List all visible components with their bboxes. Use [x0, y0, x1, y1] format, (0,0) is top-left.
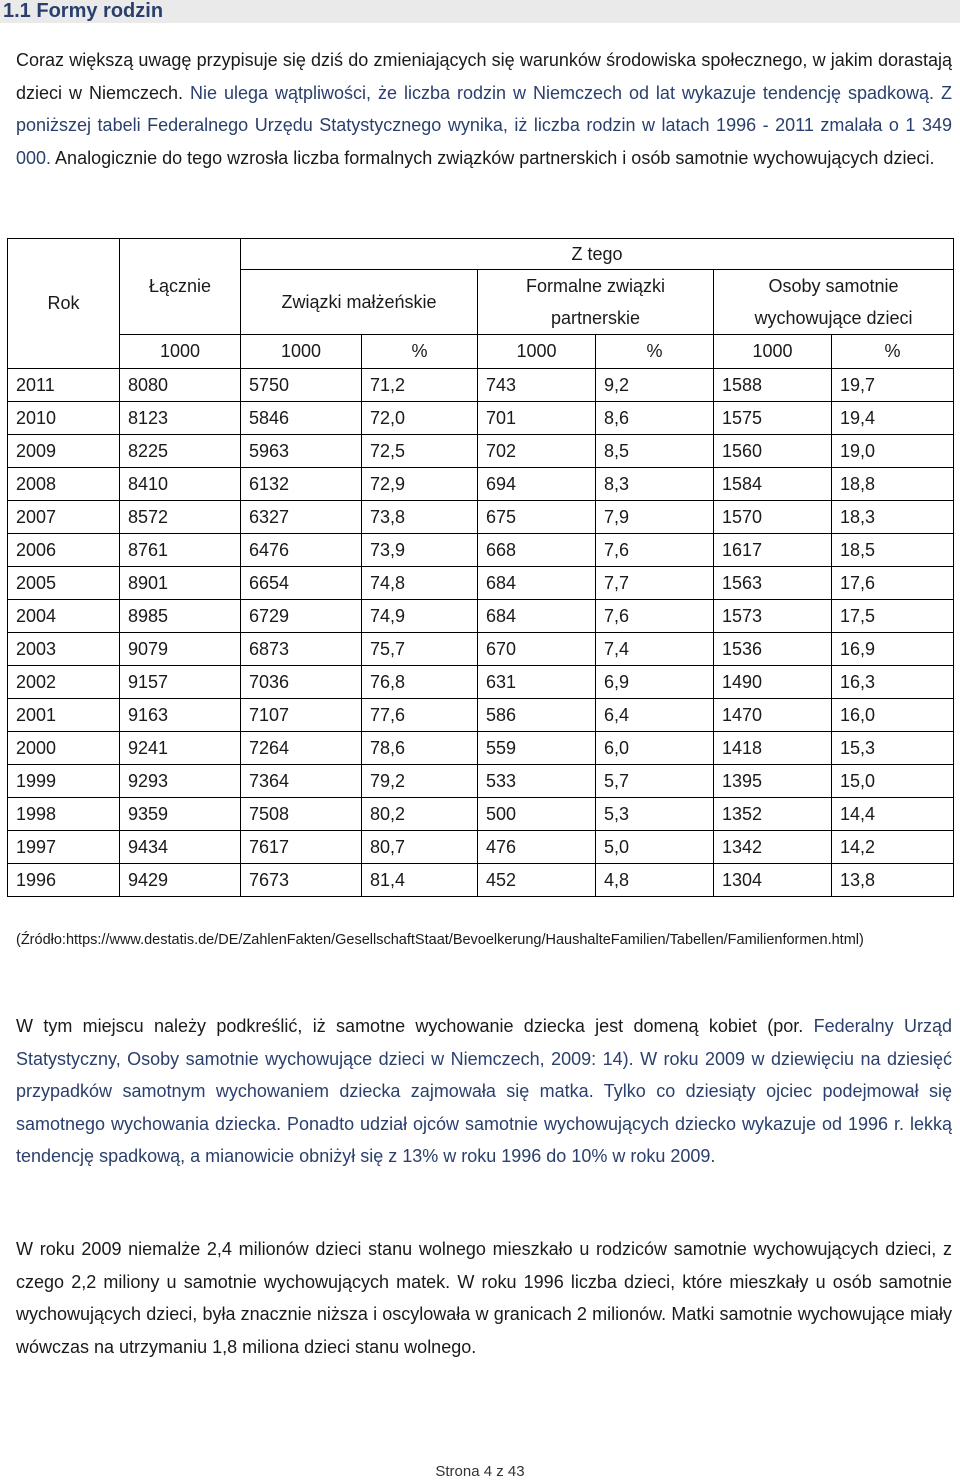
value-cell: 1304: [714, 864, 832, 897]
value-cell: 6476: [241, 534, 362, 567]
value-cell: 7,7: [596, 567, 714, 600]
year-cell: 2009: [8, 435, 120, 468]
value-cell: 72,9: [362, 468, 478, 501]
value-cell: 75,7: [362, 633, 478, 666]
value-cell: 17,5: [832, 600, 954, 633]
value-cell: 675: [478, 501, 596, 534]
value-cell: 9293: [120, 765, 241, 798]
value-cell: 8901: [120, 567, 241, 600]
year-cell: 2000: [8, 732, 120, 765]
value-cell: 668: [478, 534, 596, 567]
value-cell: 9429: [120, 864, 241, 897]
intro-text-1: Coraz większą uwagę przypisuje się dziś do zmieniających się warunków środowiska społecznego, w jakim dorastają dzieci w Niemczech.: [16, 50, 952, 103]
para2-text-2: Federalny Urząd Statystyczny, Osoby samotnie wychowujące dzieci w Niemczech, 2009: 14). W roku 2009 w dziewięciu na dziesięć przypadków samotnym wychowaniem dziecka zajmowała się matka. Tylko co dziesiąty ojciec podejmował się samotnego wychowania dziecka. Ponadto udział ojców samotnie wychowujących dziecko wykazuje od 1996 r. lekką tendencję spadkową, a mianowicie obniżył się z 13% w roku 1996 do 10% w roku 2009.: [16, 1016, 953, 1166]
value-cell: 7,6: [596, 534, 714, 567]
header-malzenskie: Związki małżeńskie: [241, 270, 478, 335]
value-cell: 8,3: [596, 468, 714, 501]
value-cell: 7,9: [596, 501, 714, 534]
value-cell: 6132: [241, 468, 362, 501]
header-z-tego: Z tego: [241, 239, 954, 270]
value-cell: 1575: [714, 402, 832, 435]
value-cell: 8410: [120, 468, 241, 501]
value-cell: 16,3: [832, 666, 954, 699]
value-cell: 694: [478, 468, 596, 501]
value-cell: 15,3: [832, 732, 954, 765]
value-cell: 19,7: [832, 369, 954, 402]
table-row: [8, 633, 954, 666]
value-cell: 14,4: [832, 798, 954, 831]
table-row: [8, 600, 954, 633]
value-cell: 9434: [120, 831, 241, 864]
value-cell: 8225: [120, 435, 241, 468]
value-cell: 559: [478, 732, 596, 765]
value-cell: 7508: [241, 798, 362, 831]
value-cell: 8080: [120, 369, 241, 402]
value-cell: 8985: [120, 600, 241, 633]
value-cell: 8123: [120, 402, 241, 435]
table-row: [8, 732, 954, 765]
value-cell: 9359: [120, 798, 241, 831]
year-cell: 2003: [8, 633, 120, 666]
unit-cell: 1000: [714, 335, 832, 369]
value-cell: 702: [478, 435, 596, 468]
value-cell: 5,7: [596, 765, 714, 798]
value-cell: 73,8: [362, 501, 478, 534]
value-cell: 5963: [241, 435, 362, 468]
value-cell: 81,4: [362, 864, 478, 897]
value-cell: 1570: [714, 501, 832, 534]
table-row: [8, 699, 954, 732]
value-cell: 74,8: [362, 567, 478, 600]
value-cell: 74,9: [362, 600, 478, 633]
value-cell: 1352: [714, 798, 832, 831]
value-cell: 7264: [241, 732, 362, 765]
value-cell: 5750: [241, 369, 362, 402]
value-cell: 7364: [241, 765, 362, 798]
value-cell: 1584: [714, 468, 832, 501]
source-note: (Źródło:https://www.destatis.de/DE/ZahlenFakten/GesellschaftStaat/Bevoelkerung/HaushalteFamilien/Tabellen/Familienformen.html): [16, 932, 864, 948]
value-cell: 500: [478, 798, 596, 831]
page-footer: Strona 4 z 43: [435, 1463, 525, 1480]
year-cell: 2005: [8, 567, 120, 600]
value-cell: 78,6: [362, 732, 478, 765]
table-row: [8, 831, 954, 864]
value-cell: 14,2: [832, 831, 954, 864]
year-cell: 1997: [8, 831, 120, 864]
value-cell: 80,7: [362, 831, 478, 864]
table-row: [8, 567, 954, 600]
value-cell: 670: [478, 633, 596, 666]
year-cell: 2010: [8, 402, 120, 435]
value-cell: 18,5: [832, 534, 954, 567]
value-cell: 476: [478, 831, 596, 864]
value-cell: 6,0: [596, 732, 714, 765]
value-cell: 18,3: [832, 501, 954, 534]
intro-paragraph: [16, 44, 952, 174]
table-row: [8, 501, 954, 534]
year-cell: 2008: [8, 468, 120, 501]
table-row: [8, 468, 954, 501]
value-cell: 73,9: [362, 534, 478, 567]
value-cell: 5,3: [596, 798, 714, 831]
value-cell: 16,0: [832, 699, 954, 732]
value-cell: 76,8: [362, 666, 478, 699]
value-cell: 1573: [714, 600, 832, 633]
value-cell: 6729: [241, 600, 362, 633]
value-cell: 9,2: [596, 369, 714, 402]
value-cell: 1617: [714, 534, 832, 567]
value-cell: 452: [478, 864, 596, 897]
value-cell: 7617: [241, 831, 362, 864]
intro-text-3: Analogicznie do tego wzrosła liczba formalnych związków partnerskich i osób samotnie wychowujących dzieci.: [51, 147, 935, 168]
value-cell: 1588: [714, 369, 832, 402]
section-heading: 1.1 Formy rodzin: [0, 0, 960, 23]
value-cell: 7,4: [596, 633, 714, 666]
value-cell: 701: [478, 402, 596, 435]
unit-cell: 1000: [478, 335, 596, 369]
year-cell: 1999: [8, 765, 120, 798]
value-cell: 5846: [241, 402, 362, 435]
value-cell: 9163: [120, 699, 241, 732]
value-cell: 533: [478, 765, 596, 798]
value-cell: 631: [478, 666, 596, 699]
value-cell: 7,6: [596, 600, 714, 633]
value-cell: 684: [478, 600, 596, 633]
table-row: [8, 798, 954, 831]
value-cell: 8572: [120, 501, 241, 534]
table-row: [8, 369, 954, 402]
value-cell: 6654: [241, 567, 362, 600]
value-cell: 1536: [714, 633, 832, 666]
units-row: [8, 335, 954, 369]
value-cell: 8,6: [596, 402, 714, 435]
value-cell: 7673: [241, 864, 362, 897]
value-cell: 72,0: [362, 402, 478, 435]
table-row: [8, 534, 954, 567]
year-cell: 2007: [8, 501, 120, 534]
unit-cell: 1000: [120, 335, 241, 369]
table-row: [8, 666, 954, 699]
value-cell: 9079: [120, 633, 241, 666]
value-cell: 79,2: [362, 765, 478, 798]
value-cell: 586: [478, 699, 596, 732]
value-cell: 19,4: [832, 402, 954, 435]
value-cell: 77,6: [362, 699, 478, 732]
unit-cell: %: [362, 335, 478, 369]
paragraph-mothers: [16, 1010, 952, 1173]
value-cell: 15,0: [832, 765, 954, 798]
value-cell: 7036: [241, 666, 362, 699]
value-cell: 9157: [120, 666, 241, 699]
unit-cell: %: [596, 335, 714, 369]
value-cell: 6,4: [596, 699, 714, 732]
year-cell: 2006: [8, 534, 120, 567]
value-cell: 6327: [241, 501, 362, 534]
intro-text-2: Nie ulega wątpliwości, że liczba rodzin w Niemczech od lat wykazuje tendencję spadkową. Z poniższej tabeli Federalnego Urzędu Statystycznego wynika, iż liczba rodzin w latach 1996 - 2011 zmalała o 1 349 000.: [16, 82, 952, 168]
value-cell: 1563: [714, 567, 832, 600]
value-cell: 16,9: [832, 633, 954, 666]
value-cell: 743: [478, 369, 596, 402]
value-cell: 5,0: [596, 831, 714, 864]
para2-text-1: W tym miejscu należy podkreślić, iż samotne wychowanie dziecka jest domeną kobiet (por.: [16, 1016, 804, 1036]
table-row: [8, 864, 954, 897]
value-cell: 4,8: [596, 864, 714, 897]
year-cell: 2004: [8, 600, 120, 633]
year-cell: 2011: [8, 369, 120, 402]
year-cell: 1998: [8, 798, 120, 831]
paragraph-children: W roku 2009 niemalże 2,4 milionów dzieci stanu wolnego mieszkało u rodziców samotnie wychowujących dzieci, z czego 2,2 miliony u samotnie wychowujących matek. W roku 1996 liczba dzieci, które mieszkały u osób samotnie wychowujących dzieci, była znacznie niższa i oscylowała w granicach 2 milionów. Matki samotnie wychowujące miały wówczas na utrzymaniu 1,8 miliona dzieci stanu wolnego.: [16, 1239, 952, 1357]
value-cell: 6,9: [596, 666, 714, 699]
value-cell: 1470: [714, 699, 832, 732]
families-table: [7, 238, 954, 897]
value-cell: 17,6: [832, 567, 954, 600]
header-rok: Rok: [8, 239, 120, 369]
value-cell: 9241: [120, 732, 241, 765]
value-cell: 19,0: [832, 435, 954, 468]
header-formalne: Formalne związki partnerskie: [478, 270, 714, 335]
value-cell: 7107: [241, 699, 362, 732]
year-cell: 1996: [8, 864, 120, 897]
header-samotnie: Osoby samotnie wychowujące dzieci: [714, 270, 954, 335]
value-cell: 1490: [714, 666, 832, 699]
unit-cell: %: [832, 335, 954, 369]
year-cell: 2002: [8, 666, 120, 699]
year-cell: 2001: [8, 699, 120, 732]
value-cell: 684: [478, 567, 596, 600]
value-cell: 80,2: [362, 798, 478, 831]
unit-cell: 1000: [241, 335, 362, 369]
value-cell: 1560: [714, 435, 832, 468]
value-cell: 6873: [241, 633, 362, 666]
value-cell: 71,2: [362, 369, 478, 402]
value-cell: 13,8: [832, 864, 954, 897]
value-cell: 72,5: [362, 435, 478, 468]
value-cell: 1342: [714, 831, 832, 864]
value-cell: 1395: [714, 765, 832, 798]
header-lacznie: Łącznie: [120, 239, 241, 335]
value-cell: 18,8: [832, 468, 954, 501]
table-row: [8, 435, 954, 468]
table-row: [8, 765, 954, 798]
value-cell: 8,5: [596, 435, 714, 468]
value-cell: 1418: [714, 732, 832, 765]
value-cell: 8761: [120, 534, 241, 567]
table-row: [8, 402, 954, 435]
